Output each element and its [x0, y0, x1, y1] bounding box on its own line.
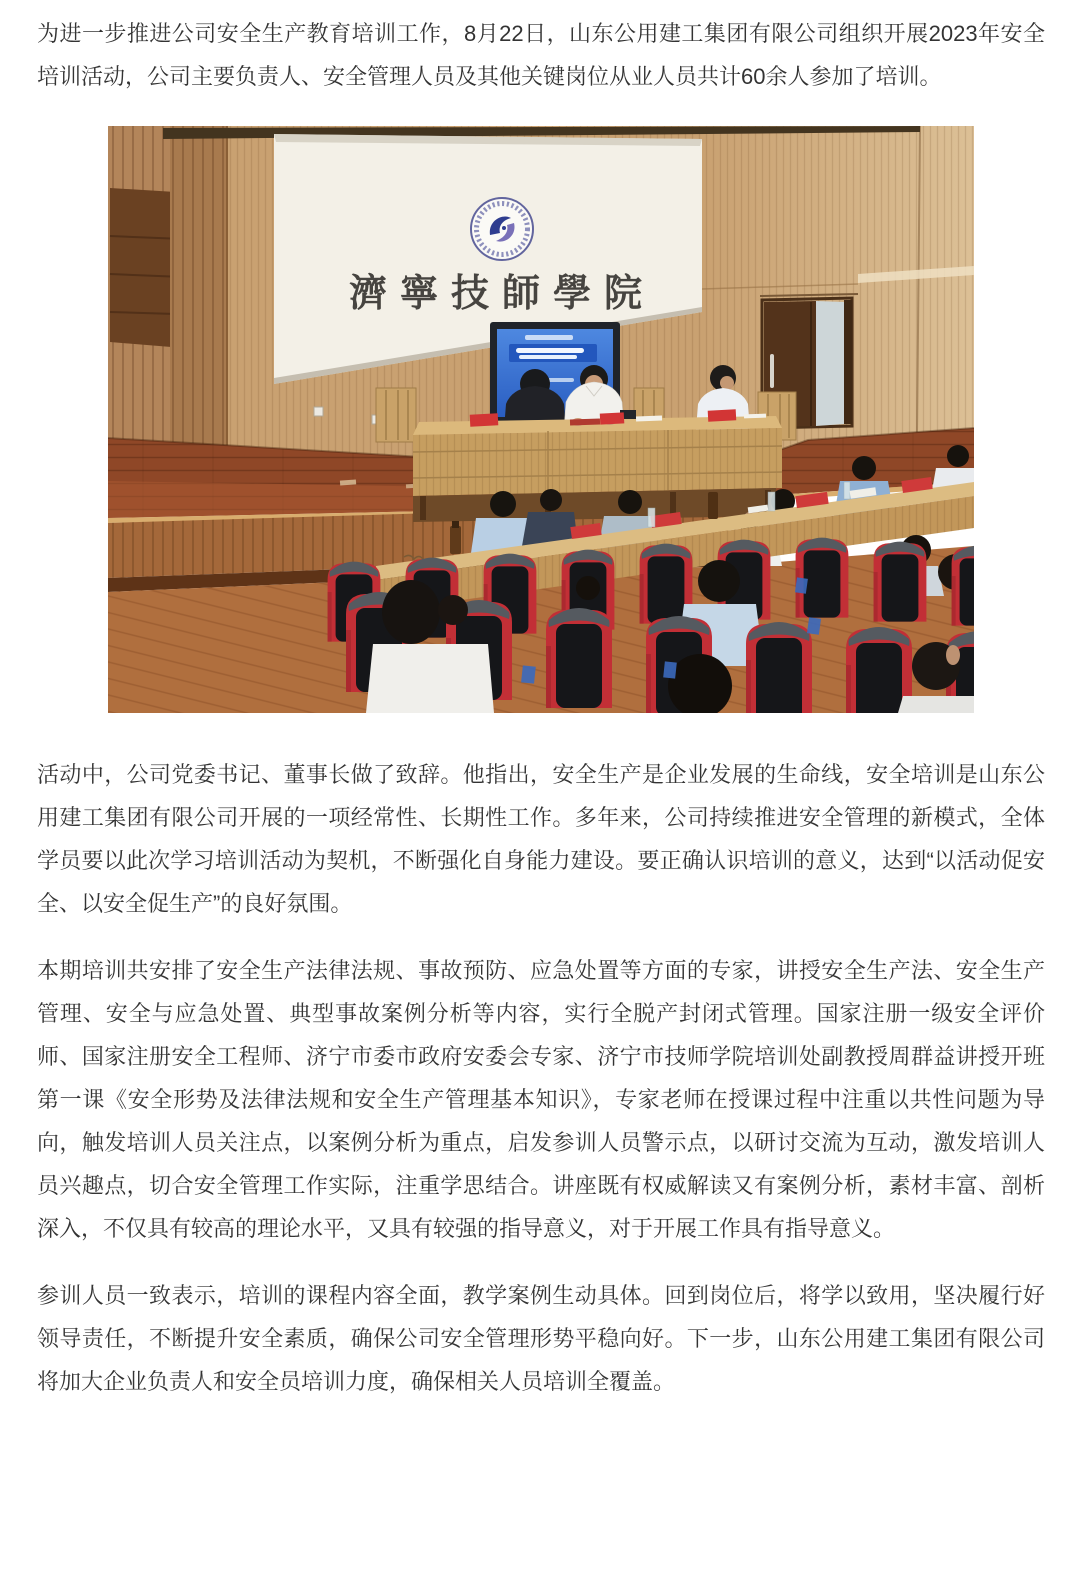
event-photo	[108, 126, 974, 713]
paragraph-intro: 为进一步推进公司安全生产教育培训工作，8月22日，山东公用建工集团有限公司组织开展2023年安全培训活动，公司主要负责人、安全管理人员及其他关键岗位从业人员共计60余人参加了培训。	[37, 21, 1045, 89]
paragraph-feedback: 参训人员一致表示，培训的课程内容全面，教学案例生动具体。回到岗位后，将学以致用，坚决履行好领导责任，不断提升安全素质，确保公司安全管理形势平稳向好。下一步，山东公用建工集团有限公司将加大企业负责人和安全员培训力度，确保相关人员培训全覆盖。	[37, 1283, 1045, 1394]
water-bottle	[768, 492, 775, 511]
door-handle	[770, 354, 774, 388]
audience-seat	[952, 546, 974, 626]
tea-bottle	[708, 492, 718, 519]
college-logo	[471, 198, 533, 260]
training-hall-photo	[108, 126, 974, 713]
banner-text: 濟寧技師學院	[348, 270, 656, 315]
audience-seat	[796, 538, 849, 618]
paragraph-curriculum: 本期培训共安排了安全生产法律法规、事故预防、应急处置等方面的专家，讲授安全生产法、安全生产管理、安全与应急处置、典型事故案例分析等内容，实行全脱产封闭式管理。国家注册一级安全评价师、国家注册安全工程师、济宁市委市政府安委会专家、济宁市技师学院培训处副教授周群益讲授开班第一课《安全形势及法律法规和安全生产管理基本知识》，专家老师在授课过程中注重以共性问题为导向，触发培训人员关注点，以案例分析为重点，启发参训人员警示点，以研讨交流为互动，激发培训人员兴趣点，切合安全管理工作实际，注重学思结合。讲座既有权威解读又有案例分析，素材丰富、剖析深入，不仅具有较高的理论水平，又具有较强的指导意义，对于开展工作具有指导意义。	[37, 958, 1045, 1241]
paragraph-speech: 活动中，公司党委书记、董事长做了致辞。他指出，安全生产是企业发展的生命线，安全培训是山东公用建工集团有限公司开展的一项经常性、长期性工作。多年来，公司持续推进安全管理的新模式，全体学员要以此次学习培训活动为契机，不断强化自身能力建设。要正确认识培训的意义，达到“以活动促安全、以安全促生产”的良好氛围。	[37, 762, 1045, 916]
attendee-head	[382, 580, 440, 644]
audience-seat	[546, 608, 612, 708]
door-opening	[816, 301, 844, 426]
bottle	[450, 526, 461, 554]
water-bottle	[844, 482, 850, 499]
red-folder	[570, 418, 600, 425]
attendee-white-shirt	[366, 644, 494, 713]
attendee-head	[698, 560, 740, 602]
audience-seat	[874, 542, 927, 622]
audience-seat	[746, 622, 812, 713]
water-bottle	[648, 508, 655, 527]
